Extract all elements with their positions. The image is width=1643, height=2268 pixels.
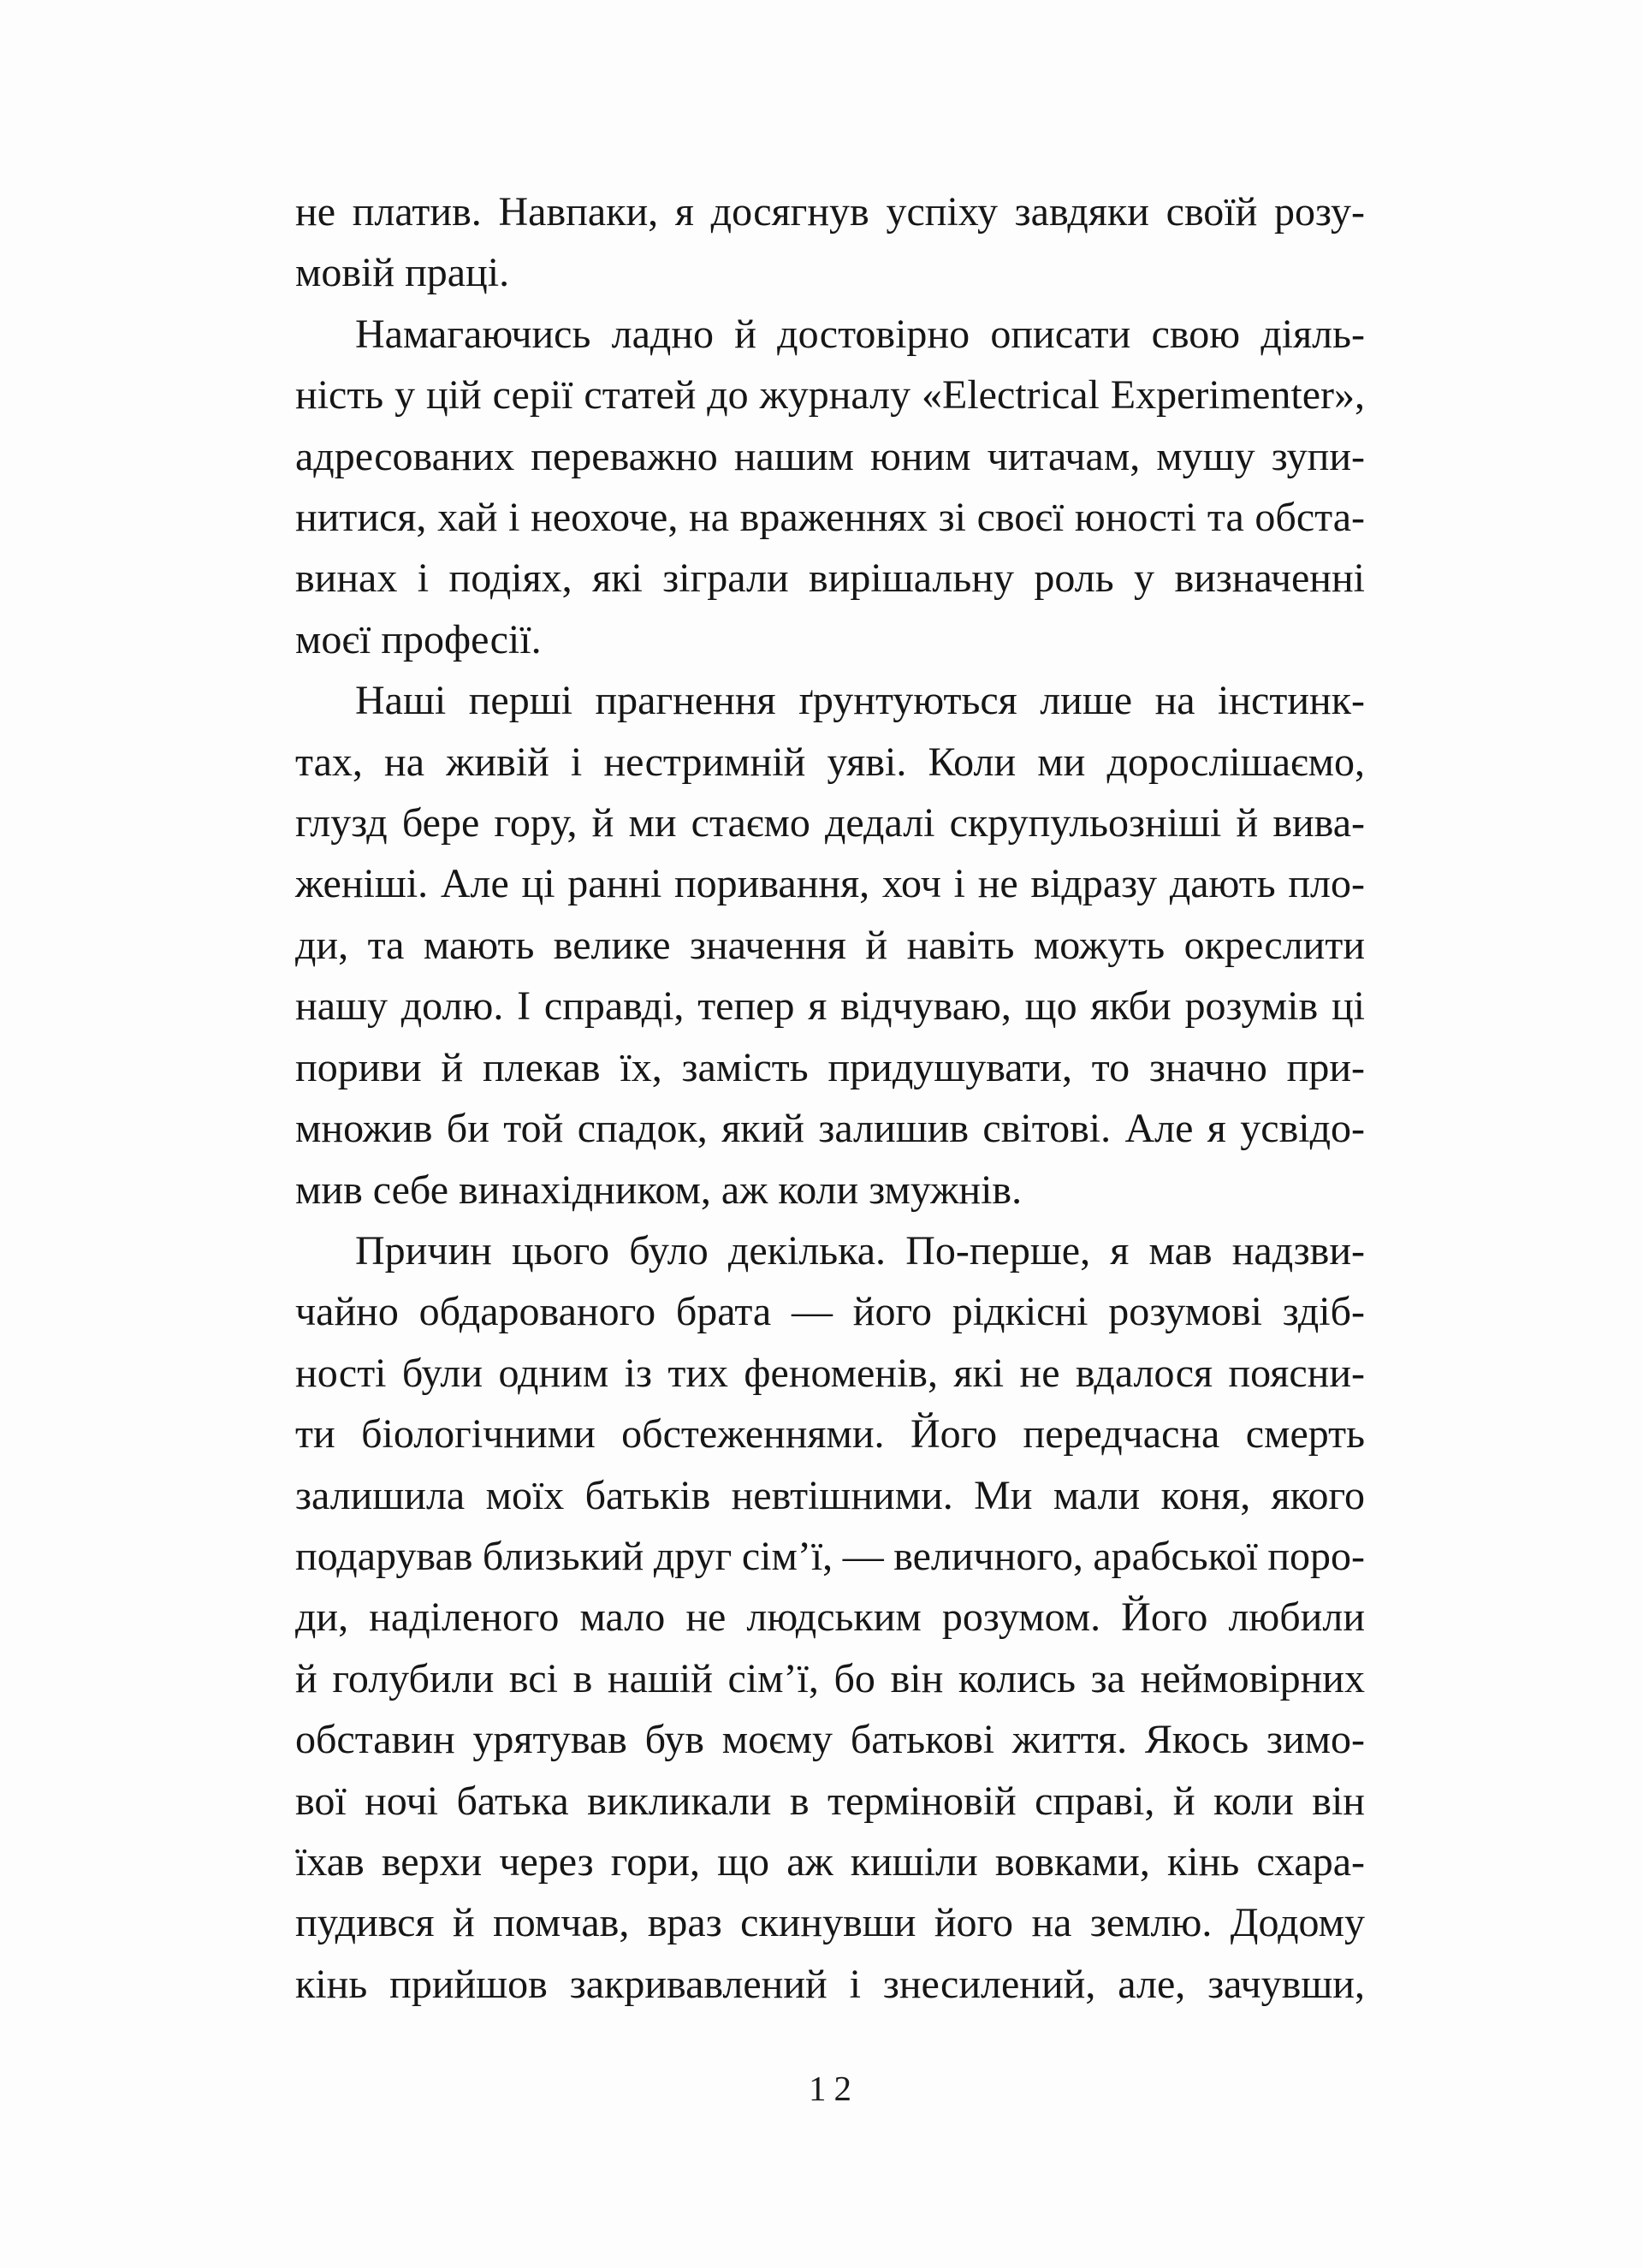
text-line xyxy=(295,609,1365,670)
text-line xyxy=(295,976,1365,1036)
text-line xyxy=(295,1343,1365,1404)
text-line-content: Наші перші прагнення ґрунтуються лише на інстинк- xyxy=(355,678,1365,724)
text-line xyxy=(295,1404,1365,1464)
text-line xyxy=(295,365,1365,425)
paragraph xyxy=(295,1220,1365,2015)
text-line xyxy=(295,1526,1365,1587)
text-line-content: й голубили всі в нашій сім’ї, бо він колись за неймовірних xyxy=(295,1655,1365,1701)
text-line xyxy=(295,242,1365,303)
text-line-content: ти біологічними обстеженнями. Його передчасна смерть xyxy=(295,1411,1365,1458)
text-line xyxy=(295,793,1365,853)
text-line-content: моєї професії. xyxy=(295,616,542,662)
text-line xyxy=(295,1771,1365,1832)
text-line-content: обставин урятував був моєму батькові життя. Якось зимо- xyxy=(295,1717,1365,1763)
text-line-content: подарував близький друг сім’ї, — величного, арабської поро- xyxy=(295,1533,1365,1579)
text-line xyxy=(295,915,1365,976)
text-line-content: винах і подіях, які зіграли вирішальну роль у визначенні xyxy=(295,555,1365,602)
text-line-content: нитися, хай і неохоче, на враженнях зі своєї юності та обста- xyxy=(295,495,1365,541)
text-line-content: мовій праці. xyxy=(295,250,510,296)
paragraph xyxy=(295,181,1365,304)
text-line xyxy=(295,1587,1365,1648)
text-line-content: тах, на живій і нестримній уяві. Коли ми дорослішаємо, xyxy=(295,739,1365,785)
text-line-content: Причин цього було декілька. По-перше, я мав надзви- xyxy=(355,1227,1365,1274)
text-line xyxy=(295,670,1365,731)
text-line xyxy=(295,1709,1365,1770)
text-line-content: Намагаючись ладно й достовірно описати свою діяль- xyxy=(355,311,1365,357)
text-line xyxy=(295,1832,1365,1892)
text-line xyxy=(295,732,1365,793)
text-line-content: пудився й помчав, враз скинувши його на землю. Додому xyxy=(295,1900,1365,1946)
text-line xyxy=(295,1465,1365,1526)
paragraph xyxy=(295,670,1365,1220)
text-line-content: множив би той спадок, який залишив світові. Але я усвідо- xyxy=(295,1106,1365,1152)
text-line xyxy=(295,1892,1365,1953)
text-line xyxy=(295,487,1365,548)
text-line-content: не платив. Навпаки, я досягнув успіху завдяки своїй розу- xyxy=(295,189,1365,235)
text-line-content: вої ночі батька викликали в терміновій справі, й коли він xyxy=(295,1778,1365,1824)
text-line-content: мив себе винахідником, аж коли змужнів. xyxy=(295,1167,1023,1213)
text-line xyxy=(295,181,1365,242)
paragraph xyxy=(295,304,1365,670)
text-line xyxy=(295,1160,1365,1220)
page-number: 12 xyxy=(809,2069,859,2108)
text-line xyxy=(295,304,1365,365)
text-line-content: ність у цій серії статей до журналу «Electrical Experimenter», xyxy=(295,372,1365,419)
text-line xyxy=(295,426,1365,487)
text-line-content: ди, наділеного мало не людським розумом. Його любили xyxy=(295,1594,1365,1641)
text-block xyxy=(295,181,1365,2015)
text-line-content: залишила моїх батьків невтішними. Ми мали коня, якого xyxy=(295,1472,1365,1518)
text-line-content: ності були одним із тих феноменів, які не вдалося поясни- xyxy=(295,1350,1365,1396)
text-line xyxy=(295,1098,1365,1159)
text-line-content: женіші. Але ці ранні поривання, хоч і не відразу дають пло- xyxy=(295,861,1365,907)
text-line-content: глузд бере гору, й ми стаємо дедалі скрупульозніші й вива- xyxy=(295,800,1365,846)
text-line-content: пориви й плекав їх, замість придушувати, то значно при- xyxy=(295,1044,1365,1090)
text-line xyxy=(295,853,1365,914)
text-line-content: нашу долю. І справді, тепер я відчуваю, що якби розумів ці xyxy=(295,983,1365,1030)
text-line xyxy=(295,1281,1365,1342)
text-line xyxy=(295,1037,1365,1098)
text-line-content: ди, та мають велике значення й навіть можуть окреслити xyxy=(295,922,1365,968)
text-line xyxy=(295,548,1365,609)
text-line-content: чайно обдарованого брата — його рідкісні розумові здіб- xyxy=(295,1289,1365,1335)
text-line-content: адресованих переважно нашим юним читачам, мушу зупи- xyxy=(295,433,1365,479)
text-line xyxy=(295,1954,1365,2015)
text-line-content: кінь прийшов закривавлений і знесилений, але, зачувши, xyxy=(295,1961,1365,2007)
text-line-content: їхав верхи через гори, що аж кишіли вовками, кінь схара- xyxy=(295,1838,1365,1885)
text-line xyxy=(295,1220,1365,1281)
text-line xyxy=(295,1648,1365,1709)
